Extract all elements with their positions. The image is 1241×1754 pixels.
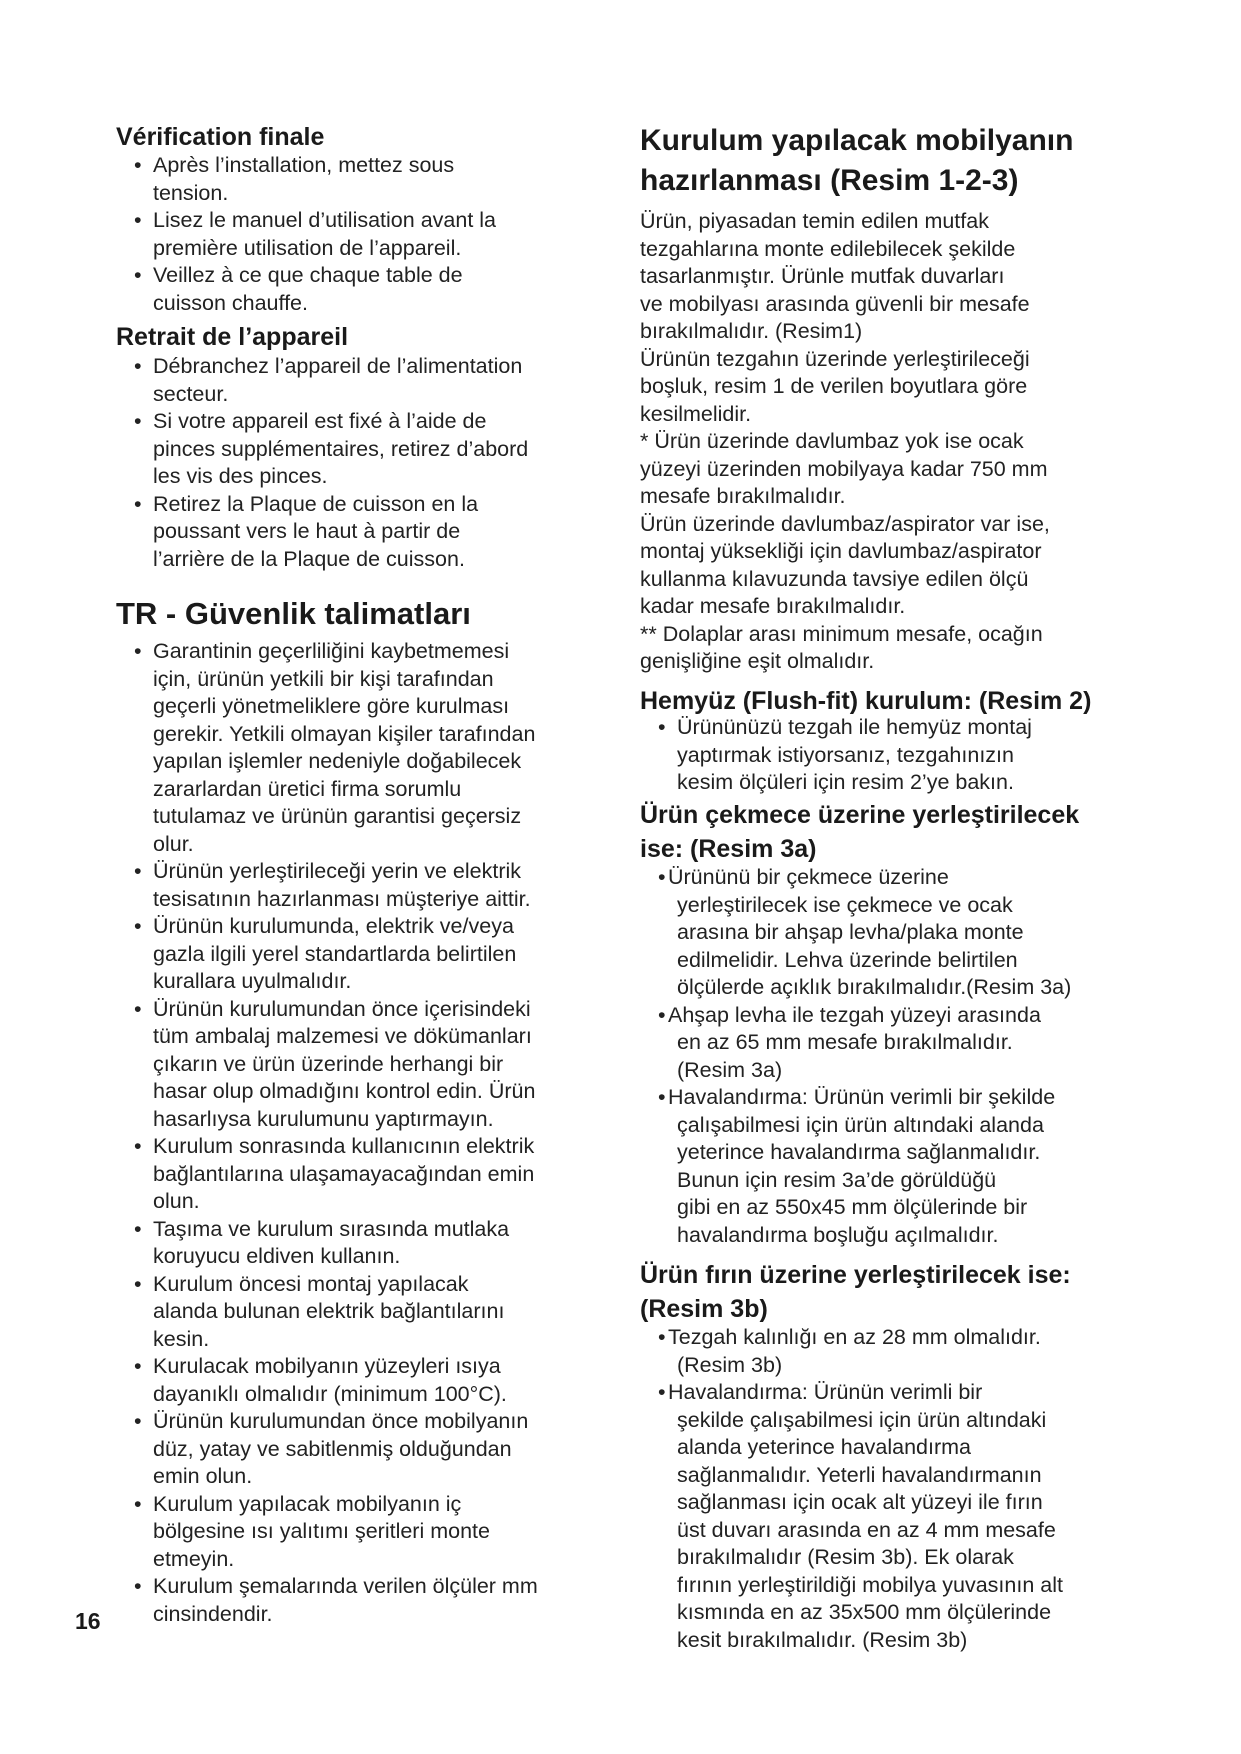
bullet-dot: •: [134, 914, 142, 938]
section-title-tr: TR - Güvenlik talimatları: [116, 596, 471, 631]
firin-item-line: Havalandırma: Ürünün verimli bir: [668, 1380, 983, 1404]
section-title-cekmece: Ürün çekmece üzerine yerleştirilecek: [640, 801, 1080, 829]
tr-item-line: geçerli yönetmeliklere göre kurulması: [153, 694, 510, 718]
bullet-dot: •: [134, 1574, 142, 1598]
tr-item-line: Kurulum sonrasında kullanıcının elektrik: [153, 1134, 535, 1158]
firin-item-line: şekilde çalışabilmesi için ürün altındaki: [677, 1407, 1047, 1432]
tr-item-line: olun.: [153, 1189, 200, 1213]
bullet-dot: •: [658, 715, 666, 739]
bullet-dot: •: [134, 859, 142, 883]
tr-item-line: dayanıklı olmalıdır (minimum 100°C).: [153, 1381, 507, 1406]
tr-item-line: gerekir. Yetkili olmayan kişiler tarafından: [153, 721, 536, 746]
cekmece-item-line: Ürününü bir çekmece üzerine: [668, 865, 949, 889]
tr-item-line: cinsindendir.: [153, 1601, 273, 1626]
firin-item-line: sağlanmalıdır. Yeterli havalandırmanın: [677, 1462, 1042, 1487]
cekmece-item-line: çalışabilmesi için ürün altındaki alanda: [677, 1112, 1044, 1137]
verification-item-line: tension.: [153, 180, 229, 205]
tr-item-line: tesisatının hazırlanması müşteriye aittir.: [153, 886, 531, 911]
bullet-dot: •: [134, 1409, 142, 1433]
bullet-dot: •: [134, 409, 142, 433]
tr-item-line: Taşıma ve kurulum sırasında mutlaka: [153, 1216, 510, 1241]
tr-item-line: olur.: [153, 831, 194, 856]
bullet-dot: •: [658, 1380, 666, 1404]
tr-item-line: Ürünün yerleştirileceği yerin ve elektrik: [153, 859, 522, 883]
tr-item-line: zararlardan üretici firma sorumlu: [153, 776, 462, 801]
cekmece-item-line: edilmelidir. Lehva üzerinde belirtilen: [677, 947, 1018, 972]
cekmece-item-line: yerleştirilecek ise çekmece ve ocak: [677, 892, 1013, 917]
bullet-dot: •: [658, 1085, 666, 1109]
tr-item-line: alanda bulunan elektrik bağlantılarını: [153, 1299, 505, 1323]
verification-item-line: première utilisation de l’appareil.: [153, 235, 462, 260]
bullet-dot: •: [658, 1002, 666, 1027]
cekmece-item-line: arasına bir ahşap levha/plaka monte: [677, 920, 1024, 944]
tr-item-line: Ürünün kurulumundan önce içerisindeki: [153, 996, 531, 1021]
verification-item-line: Après l’installation, mettez sous: [153, 153, 455, 177]
tr-item-line: için, ürünün yetkili bir kişi tarafından: [153, 666, 494, 691]
cekmece-item-line: (Resim 3a): [677, 1057, 783, 1082]
bullet-dot: •: [134, 354, 142, 378]
section-title-firin: Ürün fırın üzerine yerleştirilecek ise:: [640, 1261, 1071, 1289]
tr-item-line: tutulamaz ve ürünün garantisi geçersiz: [153, 804, 522, 828]
cekmece-item-line: Ahşap levha ile tezgah yüzeyi arasında: [668, 1002, 1041, 1027]
cekmece-item-line: gibi en az 550x45 mm ölçülerinde bir: [677, 1195, 1028, 1219]
intro-line: Ürün, piyasadan temin edilen mutfak: [640, 209, 989, 233]
firin-item-line: (Resim 3b): [677, 1352, 783, 1377]
bullet-dot: •: [134, 1134, 142, 1158]
intro-line: montaj yüksekliği için davlumbaz/aspirator: [640, 539, 1042, 563]
main-title-line: Kurulum yapılacak mobilyanın: [640, 124, 1074, 157]
bullet-dot: •: [134, 639, 142, 663]
tr-item-line: hasar olup olmadığını kontrol edin. Ürün: [153, 1079, 536, 1103]
firin-item-line: kısmında en az 35x500 mm ölçülerinde: [677, 1600, 1052, 1624]
intro-line: kadar mesafe bırakılmalıdır.: [640, 594, 906, 618]
bullet-dot: •: [658, 865, 666, 889]
tr-item-line: emin olun.: [153, 1464, 253, 1488]
tr-item-line: etmeyin.: [153, 1546, 235, 1571]
firin-item-line: kesit bırakılmalıdır. (Resim 3b): [677, 1627, 968, 1652]
intro-line: genişliğine eşit olmalıdır.: [640, 649, 875, 673]
retrait-item-line: poussant vers le haut à partir de: [153, 519, 461, 543]
section-title-verification: Vérification finale: [116, 123, 325, 151]
retrait-item-line: les vis des pinces.: [153, 464, 328, 488]
tr-item-line: Kurulum şemalarında verilen ölçüler mm: [153, 1574, 538, 1598]
cekmece-item-line: havalandırma boşluğu açılmalıdır.: [677, 1222, 999, 1247]
tr-item-line: bölgesine ısı yalıtımı şeritleri monte: [153, 1519, 490, 1543]
tr-item-line: hasarlıysa kurulumunu yaptırmayın.: [153, 1106, 494, 1131]
bullet-dot: •: [134, 1271, 142, 1296]
tr-item-line: Kurulum yapılacak mobilyanın iç: [153, 1491, 462, 1516]
cekmece-item-line: en az 65 mm mesafe bırakılmalıdır.: [677, 1030, 1013, 1054]
verification-item-line: Lisez le manuel d’utilisation avant la: [153, 208, 497, 232]
intro-line: tezgahlarına monte edilebilecek şekilde: [640, 236, 1016, 261]
verification-item-line: Veillez à ce que chaque table de: [153, 263, 463, 287]
retrait-item-line: Si votre appareil est fixé à l’aide de: [153, 409, 487, 433]
retrait-item-line: l’arrière de la Plaque de cuisson.: [153, 546, 465, 571]
firin-item-line: bırakılmalıdır (Resim 3b). Ek olarak: [677, 1545, 1014, 1569]
intro-line: ve mobilyası arasında güvenli bir mesafe: [640, 291, 1030, 316]
intro-line: boşluk, resim 1 de verilen boyutlara göre: [640, 374, 1028, 398]
tr-item-line: koruyucu eldiven kullanın.: [153, 1244, 401, 1268]
bullet-dot: •: [134, 263, 142, 287]
intro-line: Ürün üzerinde davlumbaz/aspirator var ise,: [640, 511, 1050, 536]
tr-item-line: Garantinin geçerliliğini kaybetmemesi: [153, 639, 510, 663]
firin-item-line: üst duvarı arasında en az 4 mm mesafe: [677, 1517, 1056, 1542]
cekmece-item-line: yeterince havalandırma sağlanmalıdır.: [677, 1140, 1041, 1164]
firin-item-line: fırının yerleştirildiği mobilya yuvasının alt: [677, 1572, 1063, 1597]
tr-item-line: kurallara uyulmalıdır.: [153, 969, 352, 993]
intro-line: ** Dolaplar arası minimum mesafe, ocağın: [640, 621, 1043, 646]
tr-item-line: düz, yatay ve sabitlenmiş olduğundan: [153, 1436, 512, 1461]
firin-item-line: Tezgah kalınlığı en az 28 mm olmalıdır.: [668, 1325, 1041, 1349]
retrait-item-line: Retirez la Plaque de cuisson en la: [153, 491, 479, 516]
section-title-retrait: Retrait de l’appareil: [116, 323, 349, 351]
tr-item-line: gazla ilgili yerel standartlarda belirtilen: [153, 941, 517, 966]
retrait-item-line: pinces supplémentaires, retirez d’abord: [153, 436, 529, 461]
section-title-flush: Hemyüz (Flush-fit) kurulum: (Resim 2): [640, 687, 1092, 715]
tr-item-line: Kurulum öncesi montaj yapılacak: [153, 1271, 469, 1296]
intro-line: kullanma kılavuzunda tavsiye edilen ölçü: [640, 566, 1029, 591]
bullet-dot: •: [658, 1325, 666, 1349]
tr-item-line: Kurulacak mobilyanın yüzeyleri ısıya: [153, 1354, 501, 1378]
tr-item-line: kesin.: [153, 1326, 210, 1351]
bullet-dot: •: [134, 1216, 142, 1241]
intro-line: yüzeyi üzerinden mobilyaya kadar 750 mm: [640, 456, 1048, 481]
tr-item-line: bağlantılarına ulaşamayacağından emin: [153, 1161, 535, 1186]
intro-line: bırakılmalıdır. (Resim1): [640, 319, 863, 343]
main-title-line: hazırlanması (Resim 1-2-3): [640, 164, 1019, 197]
flush-item-line: Ürününüzü tezgah ile hemyüz montaj: [677, 715, 1032, 739]
bullet-dot: •: [134, 208, 142, 232]
section-title-firin: (Resim 3b): [640, 1295, 768, 1323]
retrait-item-line: Débranchez l’appareil de l’alimentation: [153, 354, 523, 378]
intro-line: tasarlanmıştır. Ürünle mutfak duvarları: [640, 264, 1005, 288]
cekmece-item-line: Bunun için resim 3a’de görüldüğü: [677, 1167, 997, 1192]
intro-line: kesilmelidir.: [640, 401, 752, 426]
bullet-dot: •: [134, 1491, 142, 1516]
intro-line: Ürünün tezgahın üzerinde yerleştirileceği: [640, 346, 1030, 371]
cekmece-item-line: Havalandırma: Ürünün verimli bir şekilde: [668, 1085, 1056, 1109]
verification-item-line: cuisson chauffe.: [153, 290, 308, 315]
tr-item-line: çıkarın ve ürün üzerinde herhangi bir: [153, 1051, 504, 1076]
intro-line: * Ürün üzerinde davlumbaz yok ise ocak: [640, 429, 1024, 453]
cekmece-item-line: ölçülerde açıklık bırakılmalıdır.(Resim 3a): [677, 975, 1072, 999]
bullet-dot: •: [134, 153, 142, 177]
bullet-dot: •: [134, 1354, 142, 1378]
bullet-dot: •: [134, 996, 142, 1021]
retrait-item-line: secteur.: [153, 381, 229, 406]
flush-item-line: yaptırmak istiyorsanız, tezgahınızın: [677, 742, 1014, 767]
firin-item-line: sağlanması için ocak alt yüzeyi ile fırın: [677, 1490, 1043, 1514]
intro-line: mesafe bırakılmalıdır.: [640, 484, 846, 508]
bullet-dot: •: [134, 491, 142, 516]
tr-item-line: tüm ambalaj malzemesi ve dökümanları: [153, 1024, 532, 1048]
tr-item-line: yapılan işlemler nedeniyle doğabilecek: [153, 749, 522, 773]
firin-item-line: alanda yeterince havalandırma: [677, 1435, 972, 1459]
section-title-cekmece: ise: (Resim 3a): [640, 835, 817, 863]
flush-item-line: kesim ölçüleri için resim 2’ye bakın.: [677, 770, 1014, 794]
tr-item-line: Ürünün kurulumunda, elektrik ve/veya: [153, 914, 514, 938]
page-number: 16: [75, 1608, 101, 1634]
tr-item-line: Ürünün kurulumundan önce mobilyanın: [153, 1409, 529, 1433]
